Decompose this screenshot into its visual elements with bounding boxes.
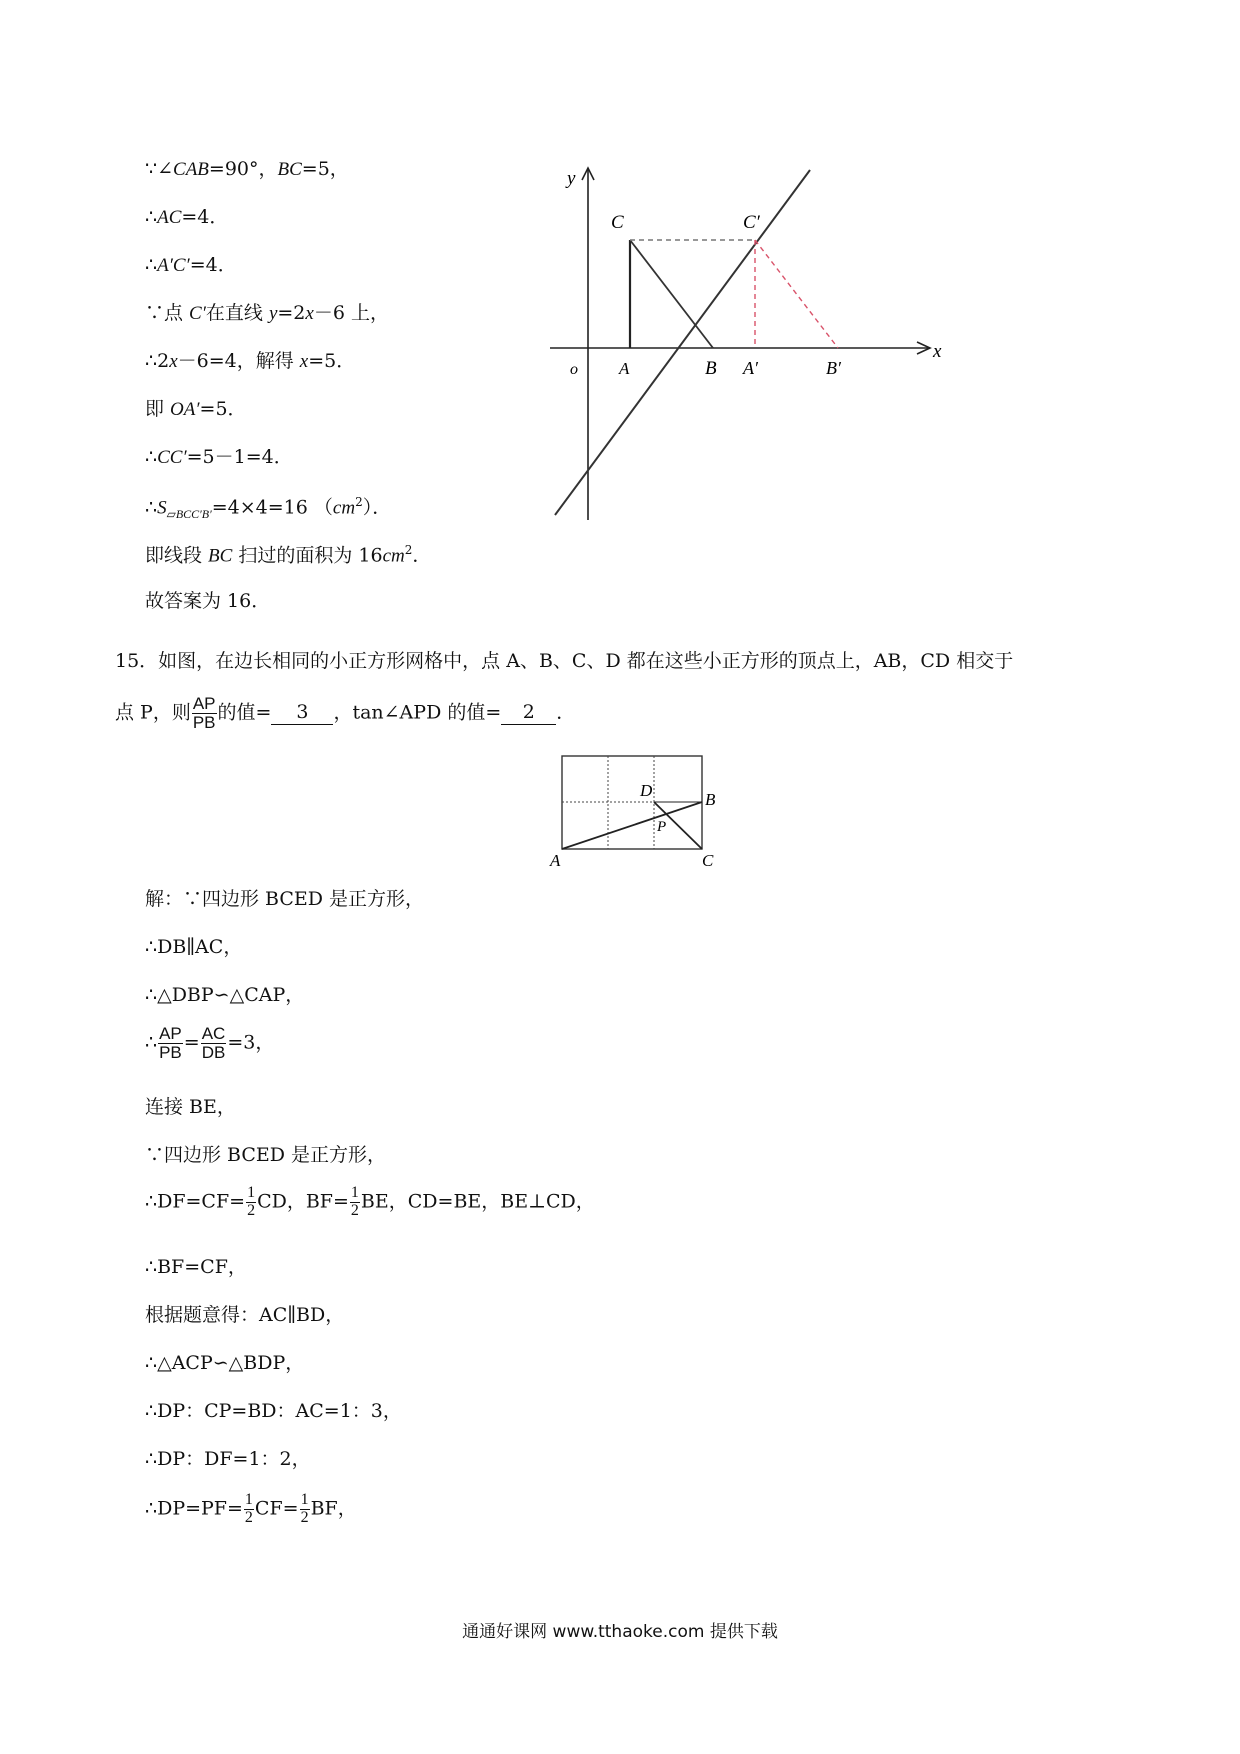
label-b: B: [705, 358, 717, 379]
label-b-prime: B′: [826, 358, 841, 378]
label-a: A: [619, 359, 630, 378]
step-line: 即线段 BC 扫过的面积为 $16cm^2$．: [145, 543, 432, 567]
label-y: y: [567, 168, 576, 189]
label-p: P: [657, 819, 667, 835]
solution-line: 根据题意得：AC∥BD，: [145, 1304, 345, 1326]
solution-line: ∵四边形 BCED 是正方形，: [145, 1144, 387, 1166]
grid-figure: [548, 752, 728, 870]
label-x: x: [933, 341, 942, 362]
question-15-line1: 15．如图，在边长相同的小正方形网格中，点 A、B、C、D 都在这些小正方形的顶点上，AB，CD 相交于: [115, 650, 1014, 672]
segment-ab: [562, 802, 702, 849]
step-line: $\therefore S_{▱BCC'B'}=4\times 4=16$ $(cm^2)$．: [145, 495, 392, 522]
question-15-line2: 点 P，则 $\frac{AP}{PB}$ 的值= 3 ，tan∠APD 的值= 2 ．: [115, 694, 576, 732]
step-line: ∵∠CAB=90°，BC=5，: [145, 158, 349, 180]
solution-line: ∴△ACP∽△BDP，: [145, 1352, 305, 1374]
label-b: B: [705, 790, 716, 809]
solution-line: ∴BF=CF，: [145, 1256, 247, 1278]
label-c: C: [702, 851, 714, 870]
footer-download-note: 通通好课网 www.tthaoke.com 提供下载: [462, 1622, 778, 1642]
answer-blank-1: 3: [271, 701, 333, 725]
answer-blank-2: 2: [501, 701, 556, 725]
step-line: ∴AC=4．: [145, 206, 229, 228]
label-a: A: [550, 851, 561, 870]
step-line: ∴A′C′=4．: [145, 254, 237, 276]
label-o: o: [570, 361, 578, 378]
step-line: 故答案为 16．: [145, 590, 271, 612]
step-line: ∴2x－6=4，解得 x=5．: [145, 350, 356, 372]
label-c: C: [611, 212, 624, 233]
solution-line-df: ∴DF=CF= $\frac{1}{2}$ CD，BF= $\frac{1}{2}$ BE，CD=BE，BE⊥CD，: [145, 1184, 595, 1219]
solution-line: ∴△DBP∽△CAP，: [145, 984, 305, 1006]
fraction-ap-pb: $\frac{AP}{PB}$: [192, 694, 216, 732]
label-d: D: [640, 781, 653, 800]
solution-line: ∴DP：CP=BD：AC=1：3，: [145, 1400, 402, 1422]
label-a-prime: A′: [743, 358, 758, 378]
coordinate-graph: [545, 160, 945, 520]
step-line: ∵点 C′在直线 y=2x－6 上，: [145, 302, 389, 324]
solution-line: 连接 BE，: [145, 1096, 236, 1118]
step-line: 即 OA′=5．: [145, 398, 247, 420]
solution-line: ∴DP：DF=1：2，: [145, 1448, 311, 1470]
step-line: ∴CC′=5－1=4．: [145, 446, 293, 468]
label-c-prime: C′: [743, 212, 760, 233]
solution-line-last: ∴DP=PF= $\frac{1}{2}$ CF= $\frac{1}{2}$ BF，: [145, 1491, 357, 1526]
solution-line: ∴DB∥AC，: [145, 936, 243, 958]
solution-line: 解：∵四边形 BCED 是正方形，: [145, 888, 425, 910]
solution-line-ratio: ∴ $\frac{AP}{PB}$ = $\frac{AC}{DB}$ =3，: [145, 1024, 275, 1062]
